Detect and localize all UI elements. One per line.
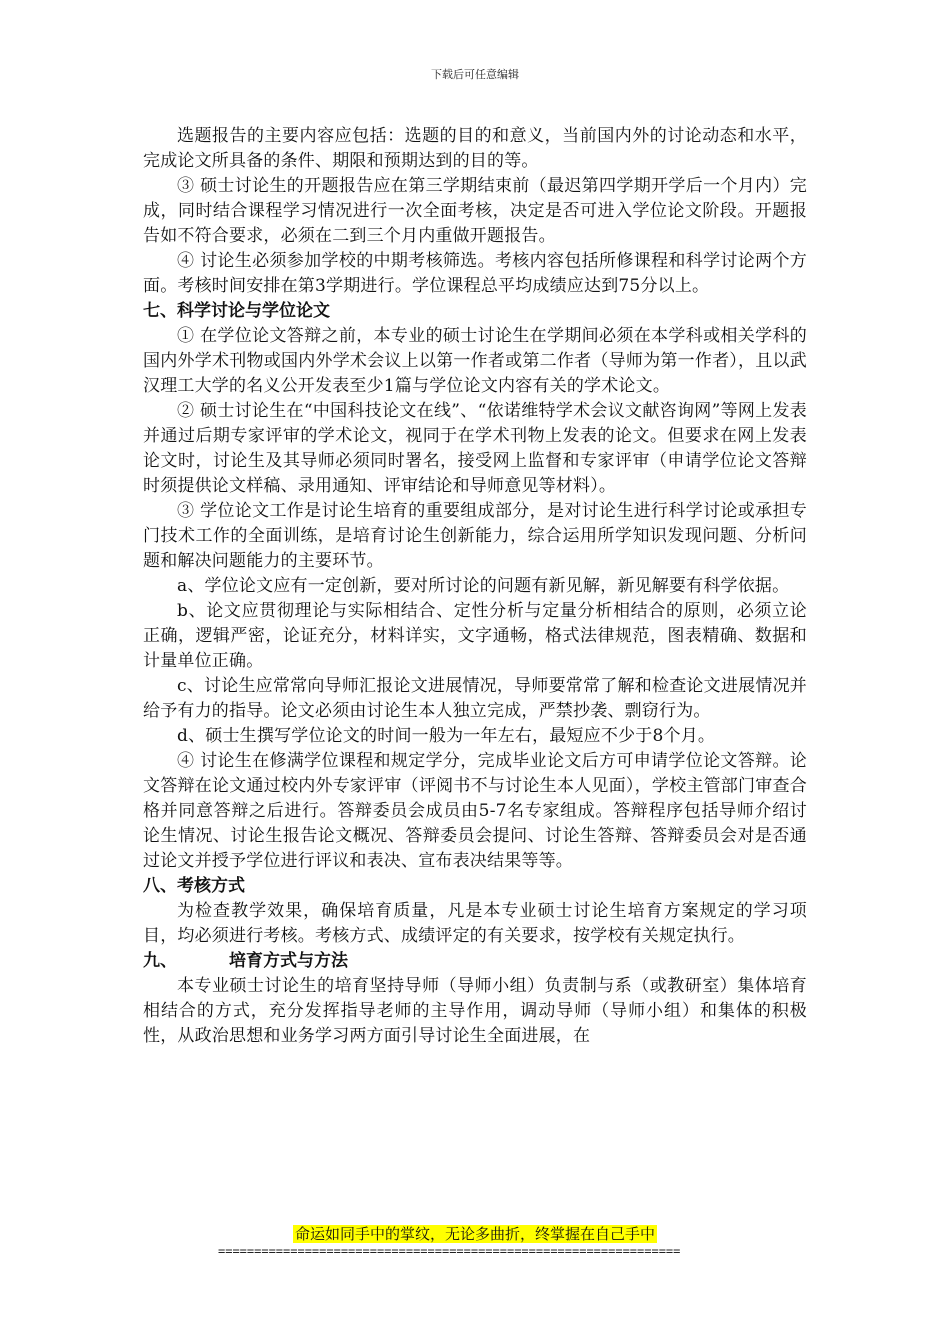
paragraph: a、学位论文应有一定创新，要对所讨论的问题有新见解，新见解要有科学依据。 xyxy=(177,576,790,596)
section-number: 九、 xyxy=(143,951,177,971)
paragraph: ② 硕士讨论生在“中国科技论文在线”、“依诺维特学术会议文献咨询网”等网上发表并通过后期专家评审的学术论文，视同于在学术刊物上发表的论文。但要求在网上发表论文时，讨论生及其导师必须同时署名，接受网上监督和专家评审（申请学位论文答辩时须提供论文样稿、录用通知、评审结论和导师意见等材料）。 xyxy=(143,401,807,496)
paragraph: ① 在学位论文答辩之前，本专业的硕士讨论生在学期间必须在本学科或相关学科的国内外学术刊物或国内外学术会议上以第一作者或第二作者（导师为第一作者），且以武汉理工大学的名义公开发表至少1篇与学位论文内容有关的学术论文。 xyxy=(143,326,807,396)
paragraph: 选题报告的主要内容应包括：选题的目的和意义，当前国内外的讨论动态和水平，完成论文所具备的条件、期限和预期达到的目的等。 xyxy=(143,126,807,171)
paragraph: 本专业硕士讨论生的培育坚持导师（导师小组）负责制与系（或教研室）集体培育相结合的方式，充分发挥指导老师的主导作用，调动导师（导师小组）和集体的积极性，从政治思想和业务学习两方面引导讨论生全面进展，在 xyxy=(143,976,807,1046)
paragraph: c、讨论生应常常向导师汇报论文进展情况，导师要常常了解和检查论文进展情况并给予有力的指导。论文必须由讨论生本人独立完成，严禁抄袭、剽窃行为。 xyxy=(143,676,807,721)
section-heading: 七、科学讨论与学位论文 xyxy=(143,301,330,321)
document-body xyxy=(143,124,807,1049)
section-heading: 八、考核方式 xyxy=(143,876,245,896)
page-header: 下载后可任意编辑 xyxy=(431,68,519,81)
footer-slogan: 命运如同手中的掌纹，无论多曲折，终掌握在自己手中 xyxy=(294,1225,655,1243)
paragraph: ③ 学位论文工作是讨论生培育的重要组成部分，是对讨论生进行科学讨论或承担专门技术工作的全面训练，是培育讨论生创新能力，综合运用所学知识发现问题、分析问题和解决问题能力的主要环节。 xyxy=(143,501,807,571)
paragraph: ③ 硕士讨论生的开题报告应在第三学期结束前（最迟第四学期开学后一个月内）完成，同时结合课程学习情况进行一次全面考核，决定是否可进入学位论文阶段。开题报告如不符合要求，必须在二到三个月内重做开题报告。 xyxy=(143,176,807,246)
paragraph: b、论文应贯彻理论与实际相结合、定性分析与定量分析相结合的原则，必须立论正确，逻辑严密，论证充分，材料详实，文字通畅，格式法律规范，图表精确、数据和计量单位正确。 xyxy=(143,601,807,671)
paragraph: ④ 讨论生在修满学位课程和规定学分，完成毕业论文后方可申请学位论文答辩。论文答辩在论文通过校内外专家评审（评阅书不与讨论生本人见面），学校主管部门审查合格并同意答辩之后进行。答辩委员会成员由5-7名专家组成。答辩程序包括导师介绍讨论生情况、讨论生报告论文概况、答辩委员会提问、讨论生答辩、答辩委员会对是否通过论文并授予学位进行评议和表决、宣布表决结果等等。 xyxy=(143,751,807,871)
footer-rule: ================================================================ xyxy=(218,1244,681,1258)
paragraph: 为检查教学效果，确保培育质量，凡是本专业硕士讨论生培育方案规定的学习项目，均必须进行考核。考核方式、成绩评定的有关要求，按学校有关规定执行。 xyxy=(143,901,807,946)
footer-banner xyxy=(0,1224,950,1244)
section-heading xyxy=(143,949,807,974)
paragraph: d、硕士生撰写学位论文的时间一般为一年左右，最短应不少于8个月。 xyxy=(177,726,716,746)
paragraph: ④ 讨论生必须参加学校的中期考核筛选。考核内容包括所修课程和科学讨论两个方面。考核时间安排在第3学期进行。学位课程总平均成绩应达到75分以上。 xyxy=(143,251,807,296)
section-title: 培育方式与方法 xyxy=(229,951,348,971)
